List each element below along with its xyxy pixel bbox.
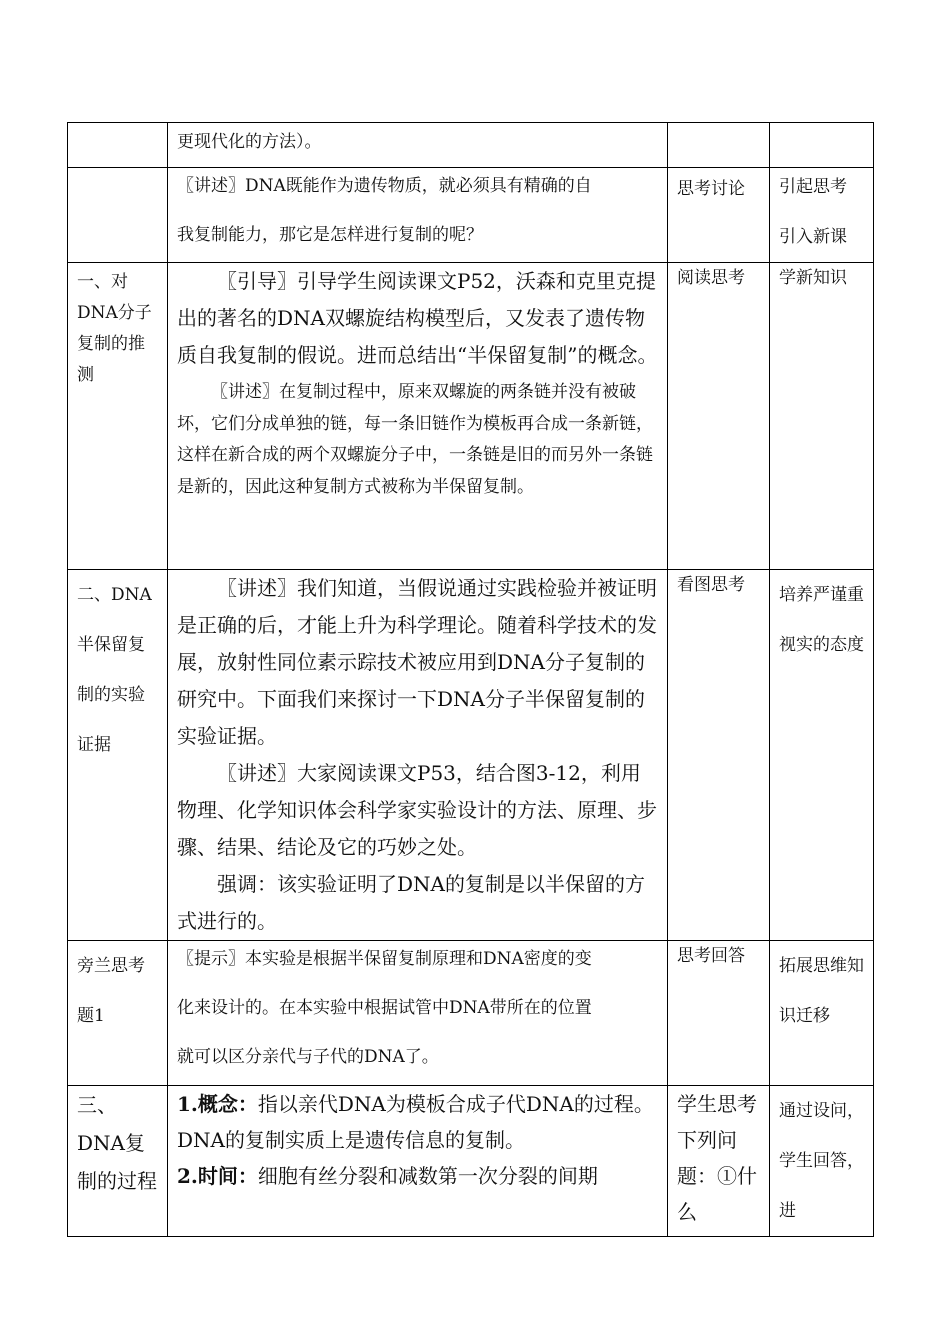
- concept-item: [177, 1086, 658, 1158]
- lesson-plan-table: [67, 122, 874, 1237]
- section-cell: [68, 123, 168, 168]
- activity-cell: 思考讨论: [668, 168, 770, 263]
- section-cell: 一、对DNA分子复制的推测: [68, 263, 168, 570]
- emphasis-paragraph: 强调：该实验证明了DNA的复制是以半保留的方式进行的。: [177, 872, 645, 933]
- guide-paragraph: 〖引导〗引导学生阅读课文P52，沃森和克里克提出的著名的DNA双螺旋结构模型后，又发表了遗传物质自我复制的假说。进而总结出“半保留复制”的概念。: [177, 269, 658, 367]
- section-cell: 二、DNA半保留复制的实验证据: [68, 570, 168, 941]
- intent-line: 引起思考: [779, 177, 847, 197]
- content-cell: [168, 263, 668, 570]
- table-row: [68, 570, 874, 941]
- section-cell: [68, 168, 168, 263]
- intent-cell: [770, 168, 874, 263]
- time-item: [177, 1158, 658, 1194]
- content-cell: [168, 570, 668, 941]
- activity-cell: 阅读思考: [668, 263, 770, 570]
- content-line: 〖讲述〗DNA既能作为遗传物质，就必须具有精确的自: [177, 176, 592, 196]
- intent-line: 引入新课: [779, 227, 847, 247]
- section-cell: 三、DNA复制的过程: [68, 1086, 168, 1237]
- intent-cell: 学新知识: [770, 263, 874, 570]
- table-row: [68, 123, 874, 168]
- lecture-paragraph: 〖讲述〗大家阅读课文P53，结合图3-12，利用物理、化学知识体会科学家实验设计的方法、原理、步骤、结果、结论及它的巧妙之处。: [177, 761, 657, 859]
- section-cell: 旁兰思考题1: [68, 941, 168, 1086]
- table-row: [68, 941, 874, 1086]
- content-cell: [168, 123, 668, 168]
- table-row: [68, 168, 874, 263]
- lecture-paragraph: 〖讲述〗在复制过程中，原来双螺旋的两条链并没有被破坏，它们分成单独的链，每一条旧链作为模板再合成一条新链，这样在新合成的两个双螺旋分子中，一条链是旧的而另外一条链是新的，因此这种复制方式被称为半保留复制。: [177, 382, 653, 497]
- content-line: 更现代化的方法）。: [177, 132, 322, 152]
- intent-cell: 通过设问，学生回答，进: [770, 1086, 874, 1237]
- content-cell: [168, 941, 668, 1086]
- activity-cell: 学生思考下列问题：①什么: [668, 1086, 770, 1237]
- intent-cell: 培养严谨重视实的态度: [770, 570, 874, 941]
- table-row: [68, 1086, 874, 1237]
- activity-cell: 看图思考: [668, 570, 770, 941]
- content-cell: [168, 1086, 668, 1237]
- item-label: 1.概念：: [177, 1092, 258, 1116]
- content-line: 我复制能力，那它是怎样进行复制的呢？: [177, 225, 483, 245]
- intent-cell: [770, 123, 874, 168]
- content-line: 化来设计的。在本实验中根据试管中DNA带所在的位置: [177, 998, 592, 1018]
- content-line: 〖提示〗本实验是根据半保留复制原理和DNA密度的变: [177, 949, 592, 969]
- content-cell: [168, 168, 668, 263]
- activity-cell: 思考回答: [668, 941, 770, 1086]
- item-label: 2.时间：: [177, 1164, 258, 1188]
- item-text: 指以亲代DNA为模板合成子代DNA的过程。DNA的复制实质上是遗传信息的复制。: [177, 1092, 654, 1152]
- intent-cell: 拓展思维知识迁移: [770, 941, 874, 1086]
- lecture-paragraph: 〖讲述〗我们知道，当假说通过实践检验并被证明是正确的后，才能上升为科学理论。随着科学技术的发展，放射性同位素示踪技术被应用到DNA分子复制的研究中。下面我们来探讨一下DNA分子半保留复制的实验证据。: [177, 576, 657, 748]
- item-text: 细胞有丝分裂和减数第一次分裂的间期: [257, 1164, 598, 1188]
- table-row: [68, 263, 874, 570]
- content-line: 就可以区分亲代与子代的DNA了。: [177, 1047, 439, 1067]
- activity-cell: [668, 123, 770, 168]
